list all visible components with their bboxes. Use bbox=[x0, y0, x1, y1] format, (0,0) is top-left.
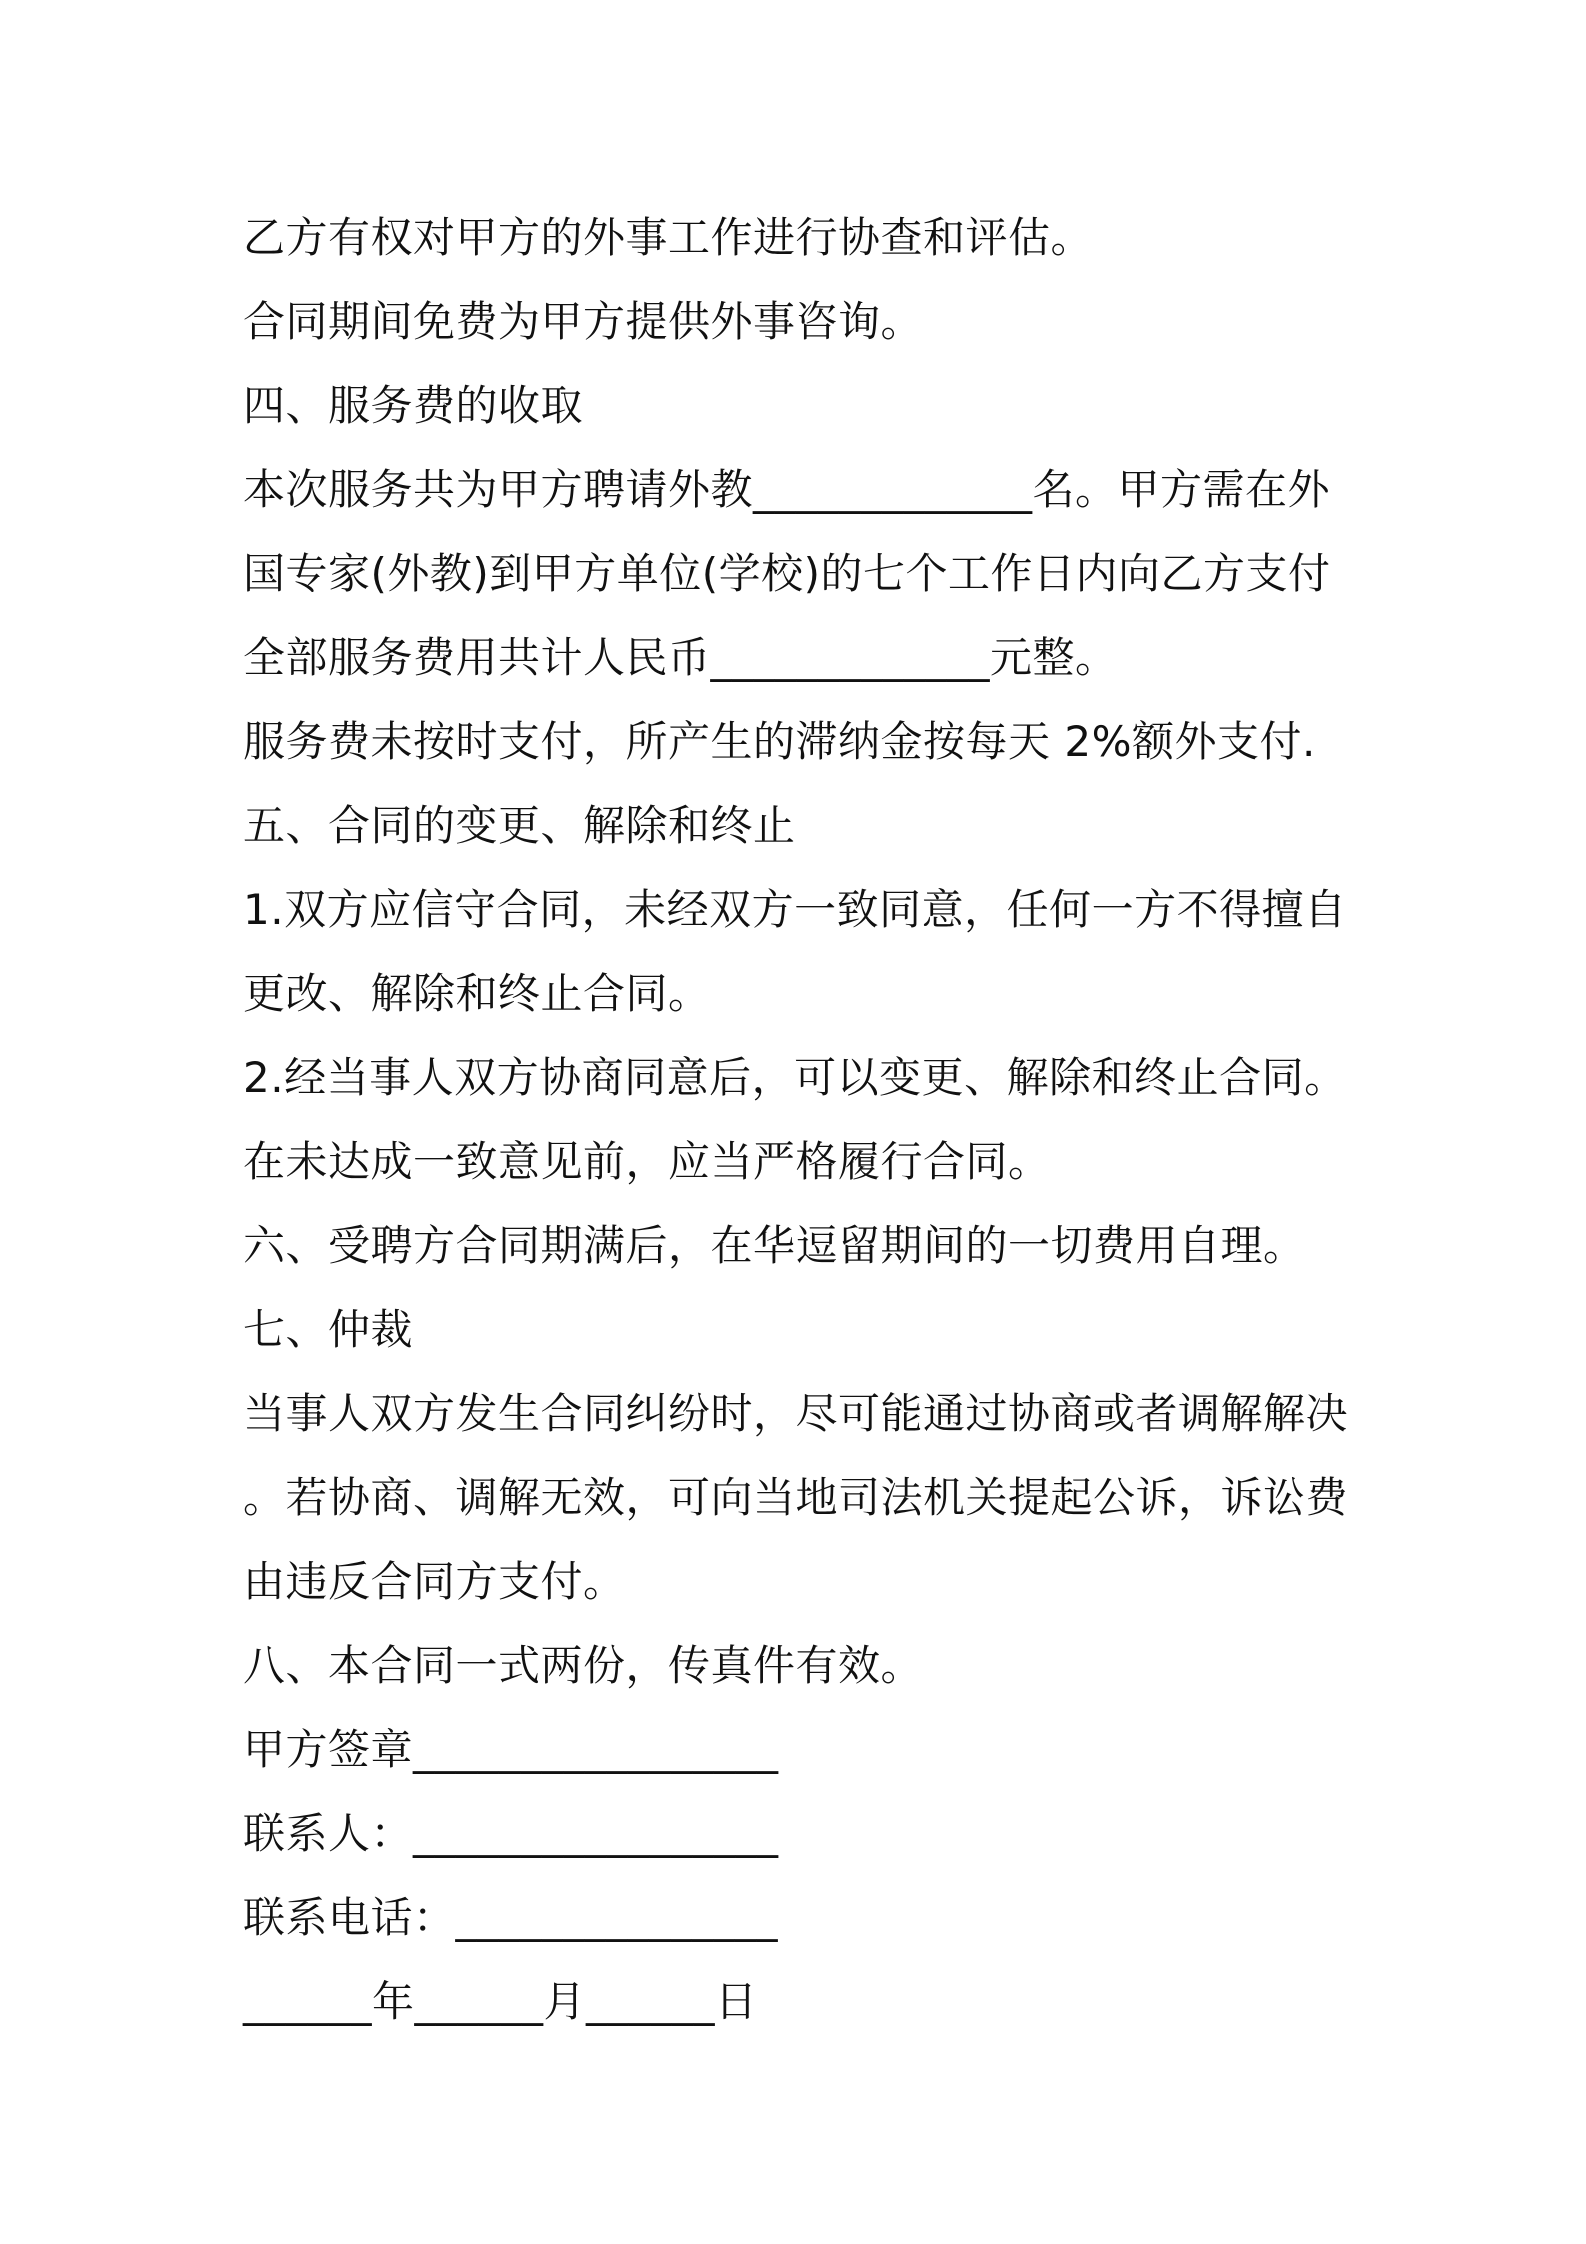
paragraph-line: 1.双方应信守合同，未经双方一致同意，任何一方不得擅自 bbox=[243, 885, 1347, 934]
paragraph-line: 本次服务共为甲方聘请外教_____________名。甲方需在外 bbox=[243, 465, 1331, 514]
signature-field: 甲方签章_________________ bbox=[243, 1725, 779, 1774]
section-heading: 四、服务费的收取 bbox=[243, 381, 584, 430]
date-field: ______年______月______日 bbox=[243, 1977, 758, 2026]
contact-person-field: 联系人：_________________ bbox=[243, 1809, 779, 1858]
paragraph-line: 服务费未按时支付，所产生的滞纳金按每天 2%额外支付. bbox=[243, 717, 1316, 766]
section-heading: 六、受聘方合同期满后，在华逗留期间的一切费用自理。 bbox=[243, 1221, 1306, 1270]
paragraph-line: 在未达成一致意见前，应当严格履行合同。 bbox=[243, 1137, 1051, 1186]
paragraph-line: 2.经当事人双方协商同意后，可以变更、解除和终止合同。 bbox=[243, 1053, 1347, 1102]
paragraph-line: 合同期间免费为甲方提供外事咨询。 bbox=[243, 297, 924, 346]
section-heading: 八、本合同一式两份，传真件有效。 bbox=[243, 1641, 924, 1690]
contact-phone-field: 联系电话：_______________ bbox=[243, 1893, 779, 1942]
document-body bbox=[243, 196, 1353, 2044]
paragraph-line: 更改、解除和终止合同。 bbox=[243, 969, 711, 1018]
paragraph-line: 当事人双方发生合同纠纷时，尽可能通过协商或者调解解决 bbox=[243, 1389, 1349, 1438]
paragraph-line: 。若协商、调解无效，可向当地司法机关提起公诉，诉讼费 bbox=[243, 1473, 1349, 1522]
paragraph-line: 由违反合同方支付。 bbox=[243, 1557, 626, 1606]
paragraph-line: 乙方有权对甲方的外事工作进行协查和评估。 bbox=[243, 213, 1094, 262]
paragraph-line: 国专家(外教)到甲方单位(学校)的七个工作日内向乙方支付 bbox=[243, 549, 1331, 598]
paragraph-line: 全部服务费用共计人民币_____________元整。 bbox=[243, 633, 1118, 682]
section-heading: 五、合同的变更、解除和终止 bbox=[243, 801, 796, 850]
section-heading: 七、仲裁 bbox=[243, 1305, 414, 1354]
